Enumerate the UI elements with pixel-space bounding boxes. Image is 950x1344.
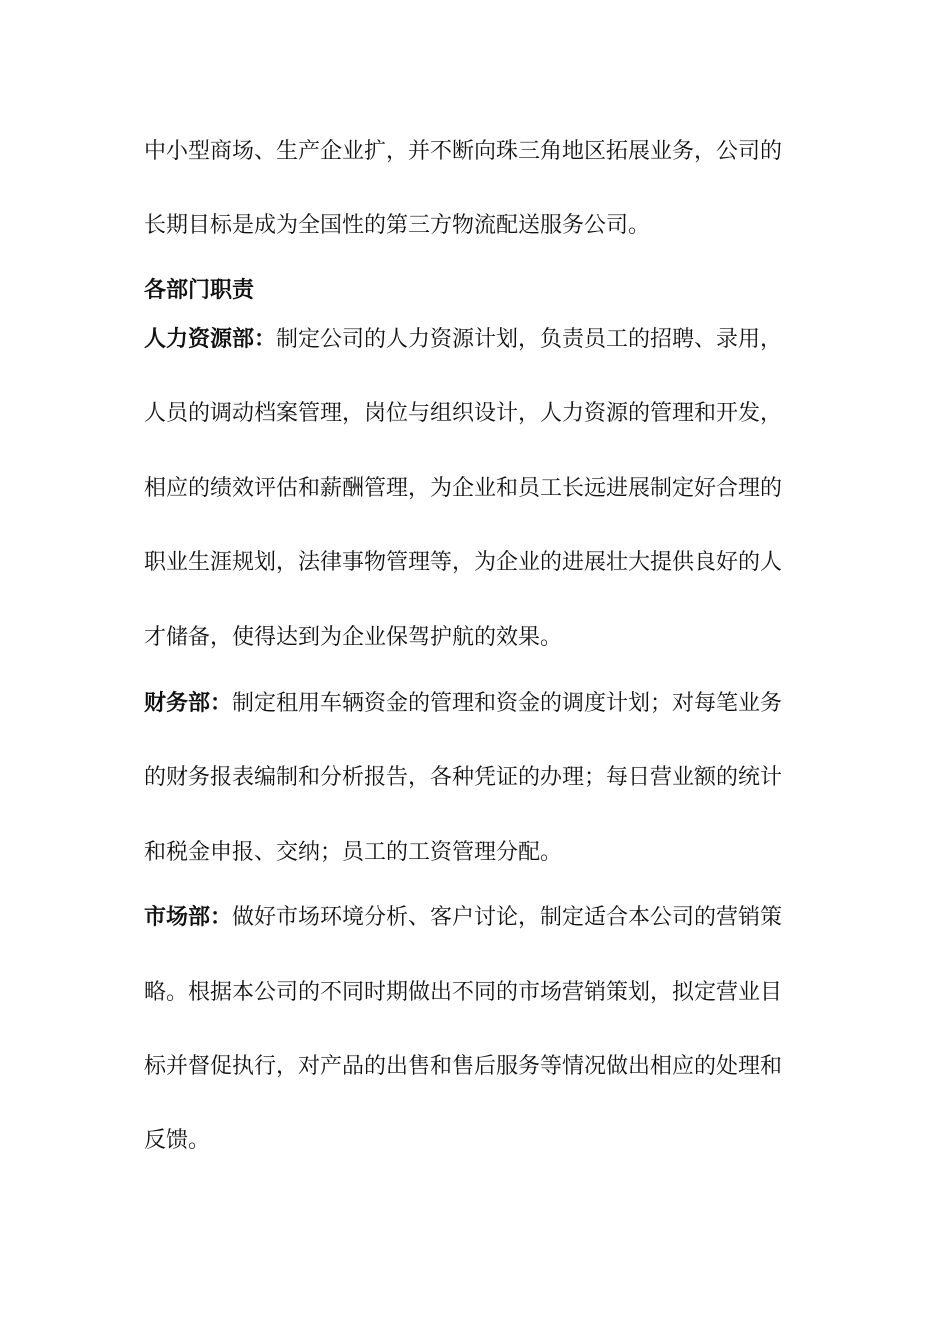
marketing-lead: 市场部： [144,905,233,930]
intro-line-2: 长期目标是成为全国性的第三方物流配送服务公司。 [144,213,651,238]
finance-lead: 财务部： [144,691,233,716]
finance-paragraph-line-2: 的财务报表编制和分析报告，各种凭证的办理；每日营业额的统计 [144,765,783,790]
finance-paragraph-line-1 [144,689,824,719]
hr-paragraph-line-4: 职业生涯规划，法律事物管理等，为企业的进展壮大提供良好的人 [144,550,783,575]
section-title: 各部门职责 [144,278,255,303]
marketing-paragraph-line-4: 反馈。 [144,1128,211,1153]
hr-text-1: 制定公司的人力资源计划，负责员工的招聘、录用， [276,327,783,352]
finance-paragraph-line-3: 和税金申报、交纳；员工的工资管理分配。 [144,840,563,865]
marketing-paragraph-line-3: 标并督促执行，对产品的出售和售后服务等情况做出相应的处理和 [144,1054,783,1079]
hr-paragraph-line-3: 相应的绩效评估和薪酬管理，为企业和员工长远进展制定好合理的 [144,476,783,501]
hr-paragraph-line-5: 才储备，使得达到为企业保驾护航的效果。 [144,625,563,650]
hr-paragraph-line-1 [144,325,824,355]
finance-text-1: 制定租用车辆资金的管理和资金的调度计划；对每笔业务 [232,691,783,716]
marketing-text-1: 做好市场环境分析、客户讨论，制定适合本公司的营销策 [232,905,783,930]
hr-lead: 人力资源部： [144,327,277,352]
marketing-paragraph-line-1 [144,903,824,933]
hr-paragraph-line-2: 人员的调动档案管理，岗位与组织设计，人力资源的管理和开发， [144,401,783,426]
intro-line-1: 中小型商场、生产企业扩，并不断向珠三角地区拓展业务，公司的 [144,139,783,164]
marketing-paragraph-line-2: 略。根据本公司的不同时期做出不同的市场营销策划，拟定营业目 [144,980,783,1005]
